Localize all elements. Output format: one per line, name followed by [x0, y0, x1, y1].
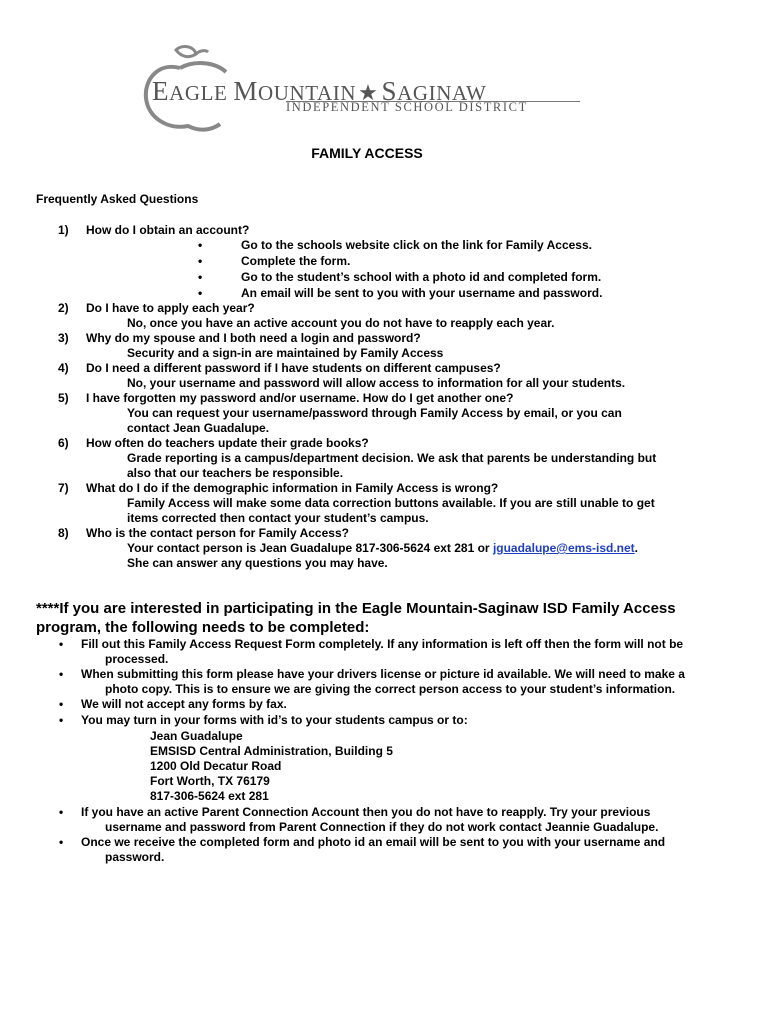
requirement-item: We will not accept any forms by fax.	[81, 697, 287, 711]
question-number: 4)	[58, 361, 69, 375]
bullet: •	[198, 270, 203, 284]
bullet: •	[59, 835, 64, 849]
question-number: 7)	[58, 481, 69, 495]
requirement-item: processed.	[105, 652, 169, 666]
answer-text: Grade reporting is a campus/department decision. We ask that parents be understanding but	[127, 451, 657, 465]
address-line: 817-306-5624 ext 281	[150, 789, 269, 803]
contact-email-link[interactable]: jguadalupe@ems-isd.net	[492, 541, 635, 555]
district-name: EAGLE MOUNTAIN★ SAGINAW	[152, 76, 487, 106]
list-item: Complete the form.	[241, 254, 351, 268]
bullet: •	[198, 254, 203, 268]
requirement-item: password.	[105, 850, 165, 864]
question-number: 5)	[58, 391, 69, 405]
requirement-item: If you have an active Parent Connection Account then you do not have to reapply. Try your previous	[81, 805, 651, 819]
address-line: Jean Guadalupe	[150, 729, 243, 743]
program-headline: ****If you are interested in participating in the Eagle Mountain-Saginaw ISD Family Access program, the following needs to be completed:	[36, 600, 676, 636]
answer-text: items corrected then contact your student’s campus.	[127, 511, 429, 525]
answer-text: also that our teachers be responsible.	[127, 466, 344, 480]
question-text: Why do my spouse and I both need a login and password?	[86, 331, 421, 345]
star-icon: ★	[358, 80, 379, 105]
bullet: •	[198, 238, 203, 252]
bullet: •	[59, 697, 64, 711]
bullet: •	[198, 286, 203, 300]
answer-text: Security and a sign-in are maintained by Family Access	[127, 346, 444, 360]
requirement-item: Fill out this Family Access Request Form completely. If any information is left off then the form will not be	[81, 637, 684, 651]
requirement-item: You may turn in your forms with id’s to your students campus or to:	[81, 713, 468, 727]
answer-text: Family Access will make some data correction buttons available. If you are still unable to get	[127, 496, 655, 510]
requirement-item: Once we receive the completed form and photo id an email will be sent to you with your username and	[81, 835, 666, 849]
bullet: •	[59, 713, 64, 727]
answer-text: You can request your username/password through Family Access by email, or you can	[127, 406, 622, 420]
address-line: 1200 Old Decatur Road	[150, 759, 282, 773]
list-item: Go to the student’s school with a photo id and completed form.	[241, 270, 602, 284]
list-item: An email will be sent to you with your username and password.	[241, 286, 603, 300]
question-text: I have forgotten my password and/or username. How do I get another one?	[86, 391, 514, 405]
question-number: 6)	[58, 436, 69, 450]
question-text: How do I obtain an account?	[86, 223, 250, 237]
bullet: •	[59, 637, 64, 651]
question-number: 3)	[58, 331, 69, 345]
question-text: How often do teachers update their grade books?	[86, 436, 369, 450]
address-line: EMSISD Central Administration, Building 5	[150, 744, 393, 758]
bullet: •	[59, 805, 64, 819]
faq-heading: Frequently Asked Questions	[36, 192, 199, 206]
question-text: Who is the contact person for Family Access?	[86, 526, 349, 540]
answer-text: Your contact person is Jean Guadalupe 817-306-5624 ext 281 or jguadalupe@ems-isd.net.	[127, 541, 639, 555]
district-subtitle: INDEPENDENT SCHOOL DISTRICT	[286, 100, 528, 114]
answer-text: contact Jean Guadalupe.	[127, 421, 270, 435]
question-text: Do I need a different password if I have students on different campuses?	[86, 361, 501, 375]
requirement-item: username and password from Parent Connection if they do not work contact Jeannie Guadalupe.	[105, 820, 659, 834]
question-text: What do I do if the demographic information in Family Access is wrong?	[86, 481, 499, 495]
answer-text: She can answer any questions you may have.	[127, 556, 388, 570]
answer-text: No, your username and password will allow access to information for all your students.	[127, 376, 626, 390]
bullet: •	[59, 667, 64, 681]
question-number: 8)	[58, 526, 69, 540]
question-text: Do I have to apply each year?	[86, 301, 255, 315]
question-number: 1)	[58, 223, 69, 237]
list-item: Go to the schools website click on the link for Family Access.	[241, 238, 592, 252]
question-number: 2)	[58, 301, 69, 315]
district-logo	[140, 40, 600, 135]
address-line: Fort Worth, TX 76179	[150, 774, 270, 788]
answer-text: No, once you have an active account you do not have to reapply each year.	[127, 316, 555, 330]
requirement-item: photo copy. This is to ensure we are giving the correct person access to your student’s information.	[105, 682, 676, 696]
requirement-item: When submitting this form please have your drivers license or picture id available. We will need to make a	[81, 667, 685, 681]
page-title: FAMILY ACCESS	[311, 145, 423, 161]
